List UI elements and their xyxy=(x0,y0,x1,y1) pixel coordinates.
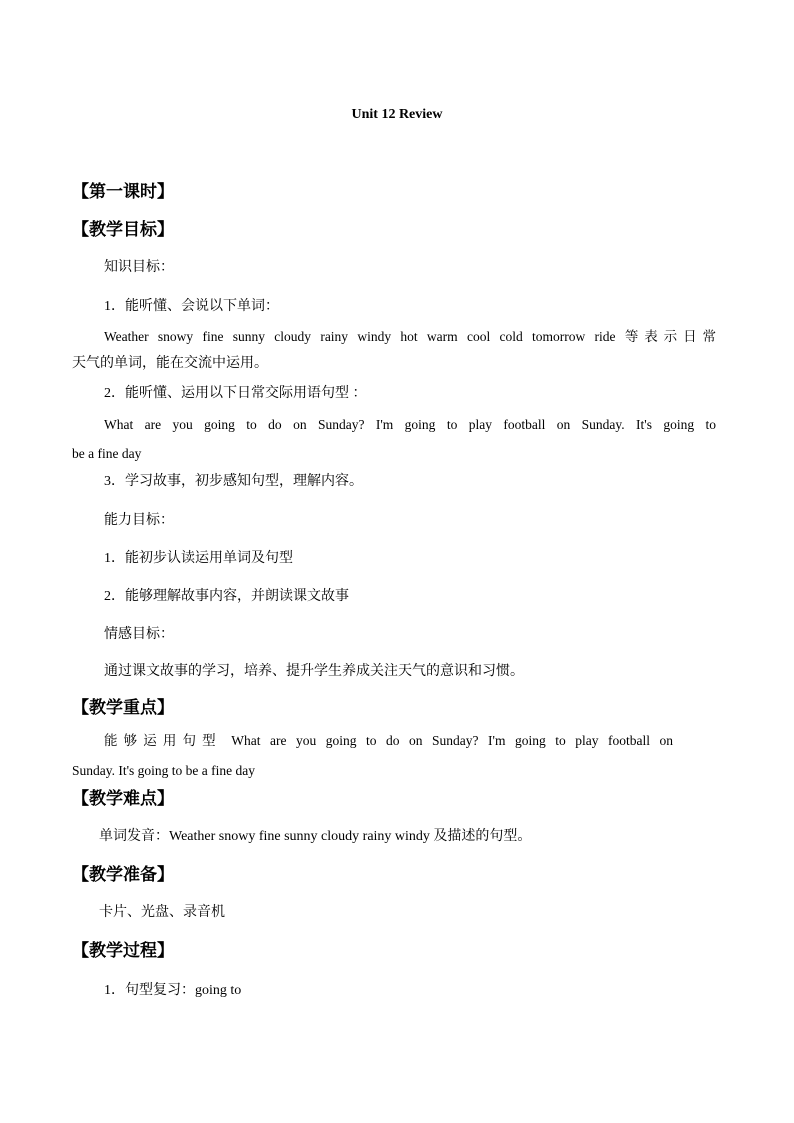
heading-difficulties: 【教学难点】 xyxy=(72,789,174,808)
heading-preparation: 【教学准备】 xyxy=(72,865,174,884)
process-step-1: 1．句型复习：going to xyxy=(104,983,242,998)
preparation-line-1: 卡片、光盘、录音机 xyxy=(99,905,225,920)
key-points-line-1: 能够运用句型 What are you going to do on Sunday? I'm going to play football on xyxy=(104,733,673,748)
vocabulary-list: Weather snowy fine sunny cloudy rainy windy hot warm cool cold tomorrow ride 等表示日常 xyxy=(104,329,716,344)
knowledge-item-3: 3．学习故事，初步感知句型，理解内容。 xyxy=(104,474,363,489)
document-title: Unit 12 Review xyxy=(351,107,443,122)
sentence-patterns: What are you going to do on Sunday? I'm going to play football on Sunday. It's going to xyxy=(104,417,716,432)
ability-item-1: 1．能初步认读运用单词及句型 xyxy=(104,551,293,566)
vocabulary-list-continued: 天气的单词，能在交流中运用。 xyxy=(72,356,268,371)
sentence-patterns-continued: be a fine day xyxy=(72,446,142,461)
ability-item-2: 2．能够理解故事内容，并朗读课文故事 xyxy=(104,589,349,604)
heading-objectives: 【教学目标】 xyxy=(72,220,174,239)
heading-key-points: 【教学重点】 xyxy=(72,698,174,717)
knowledge-objective-label: 知识目标： xyxy=(104,260,174,275)
difficulties-line-1: 单词发音：Weather snowy fine sunny cloudy rainy windy 及描述的句型。 xyxy=(99,829,532,844)
heading-lesson: 【第一课时】 xyxy=(72,182,174,201)
emotion-item-1: 通过课文故事的学习，培养、提升学生养成关注天气的意识和习惯。 xyxy=(104,664,524,679)
heading-process: 【教学过程】 xyxy=(72,941,174,960)
knowledge-item-2-label: 2．能听懂、运用以下日常交际用语句型 ： xyxy=(104,386,367,401)
key-points-line-2: Sunday. It's going to be a fine day xyxy=(72,763,256,778)
emotion-objective-label: 情感目标： xyxy=(104,627,174,642)
ability-objective-label: 能力目标： xyxy=(104,513,174,528)
knowledge-item-1-label: 1．能听懂、会说以下单词： xyxy=(104,299,279,314)
